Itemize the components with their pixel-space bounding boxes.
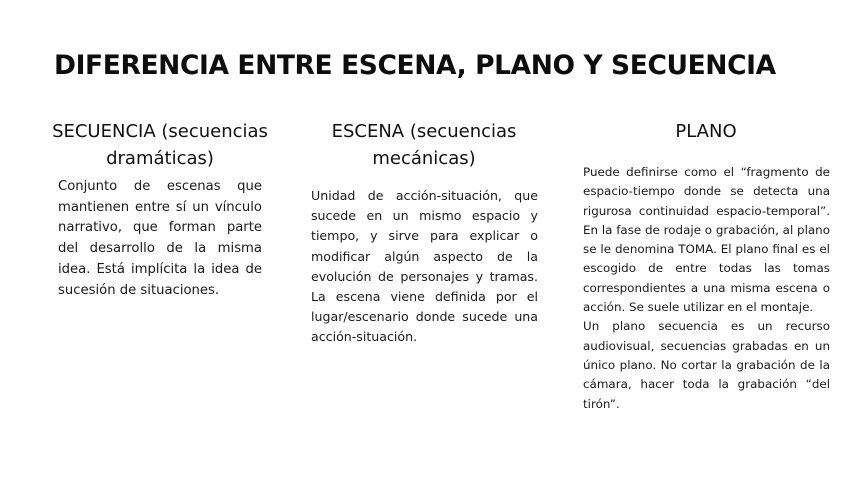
escena-heading: ESCENA (secuencias mecánicas)	[331, 121, 517, 169]
plano-paragraph-definition: Puede definirse como el “fragmento de espacio-tiempo donde se detecta una rigurosa continuidad espacio-temporal”. En la fase de rodaje o grabación, al plano se le denomina TOMA. El plano final es el escogido de entre todas las tomas correspondientes a una misma escena o acción. Se suele utilizar en el montaje.	[583, 165, 830, 315]
escena-description: Unidad de acción-situación, que sucede en un mismo espacio y tiempo, y sirve para explicar o modificar algún aspecto de la evolución de personajes y tramas. La escena viene definida por el lugar/escenario donde sucede una acción-situación.	[311, 188, 538, 345]
slide-title: DIFERENCIA ENTRE ESCENA, PLANO Y SECUENCIA	[54, 50, 776, 81]
plano-paragraph-plano-secuencia: Un plano secuencia es un recurso audiovisual, secuencias grabadas en un único plano. No cortar la grabación de la cámara, hacer toda la grabación “del tirón”.	[583, 319, 830, 411]
plano-description	[583, 163, 830, 414]
secuencia-heading: SECUENCIA (secuencias dramáticas)	[52, 121, 268, 169]
plano-heading: PLANO	[675, 121, 737, 142]
secuencia-description: Conjunto de escenas que mantienen entre sí un vínculo narrativo, que forman parte del desarrollo de la misma idea. Está implícita la idea de sucesión de situaciones.	[58, 179, 262, 298]
